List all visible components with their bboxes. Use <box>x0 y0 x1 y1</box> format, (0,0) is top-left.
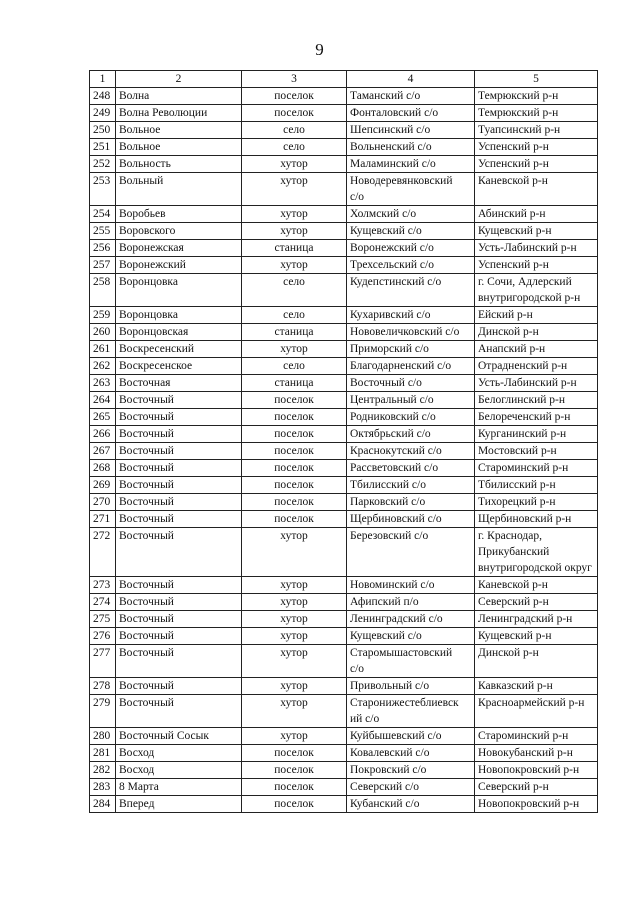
district-name: Динской р-н <box>475 324 598 341</box>
council-name: Привольный с/о <box>347 678 475 695</box>
district-name: Щербиновский р-н <box>475 511 598 528</box>
council-name: Ленинградский с/о <box>347 611 475 628</box>
row-number: 253 <box>90 173 116 206</box>
settlement-name: Восточный <box>116 477 242 494</box>
settlement-type: хутор <box>242 695 347 728</box>
district-name: Ейский р-н <box>475 307 598 324</box>
settlement-name: Восточный <box>116 426 242 443</box>
district-name: Новопокровский р-н <box>475 796 598 813</box>
district-name: Динской р-н <box>475 645 598 678</box>
district-name: Усть-Лабинский р-н <box>475 240 598 257</box>
table-row <box>90 494 598 511</box>
row-number: 272 <box>90 528 116 577</box>
council-name: Старомышастовский с/о <box>347 645 475 678</box>
settlements-table <box>89 70 598 813</box>
settlement-name: Волна Революции <box>116 105 242 122</box>
row-number: 254 <box>90 206 116 223</box>
settlement-name: Воронцовка <box>116 307 242 324</box>
row-number: 283 <box>90 779 116 796</box>
settlement-name: Вольное <box>116 122 242 139</box>
district-name: Северский р-н <box>475 779 598 796</box>
settlement-name: Восточный <box>116 511 242 528</box>
district-name: Отрадненский р-н <box>475 358 598 375</box>
district-name: Кущевский р-н <box>475 628 598 645</box>
settlement-type: хутор <box>242 645 347 678</box>
row-number: 257 <box>90 257 116 274</box>
table-row <box>90 274 598 307</box>
row-number: 277 <box>90 645 116 678</box>
table-row <box>90 695 598 728</box>
table-row <box>90 375 598 392</box>
district-name: Новопокровский р-н <box>475 762 598 779</box>
settlement-type: поселок <box>242 392 347 409</box>
settlement-type: поселок <box>242 443 347 460</box>
council-name: Маламинский с/о <box>347 156 475 173</box>
council-name: Приморский с/о <box>347 341 475 358</box>
council-name: Октябрьский с/о <box>347 426 475 443</box>
table-row <box>90 409 598 426</box>
settlement-name: Восход <box>116 745 242 762</box>
district-name: Белореченский р-н <box>475 409 598 426</box>
row-number: 264 <box>90 392 116 409</box>
settlement-type: поселок <box>242 409 347 426</box>
settlement-name: Воронежский <box>116 257 242 274</box>
table-row <box>90 105 598 122</box>
row-number: 268 <box>90 460 116 477</box>
settlement-name: Воскресенский <box>116 341 242 358</box>
district-name: Тихорецкий р-н <box>475 494 598 511</box>
settlement-type: хутор <box>242 257 347 274</box>
district-name: Тбилисский р-н <box>475 477 598 494</box>
settlement-name: Волна <box>116 88 242 105</box>
council-name: Краснокутский с/о <box>347 443 475 460</box>
district-name: Кавказский р-н <box>475 678 598 695</box>
settlement-name: Воронежская <box>116 240 242 257</box>
table-row <box>90 796 598 813</box>
row-number: 251 <box>90 139 116 156</box>
table-row <box>90 443 598 460</box>
header-row <box>90 71 598 88</box>
settlement-name: Восточный <box>116 392 242 409</box>
district-name: г. Краснодар, Прикубанский внутригородской округ <box>475 528 598 577</box>
settlement-type: поселок <box>242 460 347 477</box>
council-name: Холмский с/о <box>347 206 475 223</box>
row-number: 284 <box>90 796 116 813</box>
council-name: Ковалевский с/о <box>347 745 475 762</box>
district-name: Северский р-н <box>475 594 598 611</box>
council-name: Рассветовский с/о <box>347 460 475 477</box>
settlement-name: Воронцовка <box>116 274 242 307</box>
table-row <box>90 577 598 594</box>
council-name: Щербиновский с/о <box>347 511 475 528</box>
table-row <box>90 88 598 105</box>
settlement-type: поселок <box>242 88 347 105</box>
district-name: Темрюкский р-н <box>475 105 598 122</box>
settlement-type: поселок <box>242 511 347 528</box>
settlement-name: Восточный <box>116 611 242 628</box>
row-number: 265 <box>90 409 116 426</box>
header-col-5: 5 <box>475 71 598 88</box>
row-number: 269 <box>90 477 116 494</box>
council-name: Трехсельский с/о <box>347 257 475 274</box>
table-row <box>90 426 598 443</box>
district-name: Староминский р-н <box>475 728 598 745</box>
settlement-type: поселок <box>242 494 347 511</box>
district-name: Темрюкский р-н <box>475 88 598 105</box>
council-name: Тбилисский с/о <box>347 477 475 494</box>
page-number: 9 <box>315 40 324 59</box>
council-name: Афипский п/о <box>347 594 475 611</box>
table-body <box>90 88 598 813</box>
settlement-type: поселок <box>242 477 347 494</box>
settlement-name: Вольность <box>116 156 242 173</box>
district-name: Белоглинский р-н <box>475 392 598 409</box>
district-name: Красноармейский р-н <box>475 695 598 728</box>
header-col-4: 4 <box>347 71 475 88</box>
row-number: 281 <box>90 745 116 762</box>
settlement-type: поселок <box>242 779 347 796</box>
district-name: Новокубанский р-н <box>475 745 598 762</box>
council-name: Кущевский с/о <box>347 628 475 645</box>
settlement-name: Воскресенское <box>116 358 242 375</box>
table-row <box>90 477 598 494</box>
table-row <box>90 324 598 341</box>
settlement-type: станица <box>242 240 347 257</box>
table-row <box>90 223 598 240</box>
settlement-name: Восточный <box>116 678 242 695</box>
row-number: 252 <box>90 156 116 173</box>
header-col-2: 2 <box>116 71 242 88</box>
council-name: Родниковский с/о <box>347 409 475 426</box>
district-name: Успенский р-н <box>475 257 598 274</box>
settlement-type: хутор <box>242 678 347 695</box>
settlement-name: Воробьев <box>116 206 242 223</box>
table-row <box>90 728 598 745</box>
settlement-name: Воровского <box>116 223 242 240</box>
row-number: 261 <box>90 341 116 358</box>
council-name: Вольненский с/о <box>347 139 475 156</box>
settlement-name: Вперед <box>116 796 242 813</box>
settlement-type: хутор <box>242 611 347 628</box>
district-name: Курганинский р-н <box>475 426 598 443</box>
table-row <box>90 611 598 628</box>
council-name: Кубанский с/о <box>347 796 475 813</box>
table-row <box>90 745 598 762</box>
settlement-type: село <box>242 122 347 139</box>
settlement-type: поселок <box>242 796 347 813</box>
council-name: Кухаривский с/о <box>347 307 475 324</box>
settlement-name: Восточный <box>116 577 242 594</box>
row-number: 280 <box>90 728 116 745</box>
council-name: Центральный с/о <box>347 392 475 409</box>
settlement-type: хутор <box>242 577 347 594</box>
table-row <box>90 392 598 409</box>
row-number: 263 <box>90 375 116 392</box>
row-number: 249 <box>90 105 116 122</box>
settlement-type: хутор <box>242 728 347 745</box>
district-name: Усть-Лабинский р-н <box>475 375 598 392</box>
row-number: 258 <box>90 274 116 307</box>
settlement-name: Восточная <box>116 375 242 392</box>
council-name: Парковский с/о <box>347 494 475 511</box>
council-name: Кудепстинский с/о <box>347 274 475 307</box>
district-name: Анапский р-н <box>475 341 598 358</box>
settlement-type: село <box>242 139 347 156</box>
table-row <box>90 307 598 324</box>
row-number: 273 <box>90 577 116 594</box>
district-name: г. Сочи, Адлерский внутригородской р-н <box>475 274 598 307</box>
settlement-type: хутор <box>242 628 347 645</box>
row-number: 262 <box>90 358 116 375</box>
row-number: 250 <box>90 122 116 139</box>
settlement-name: Восточный <box>116 494 242 511</box>
settlement-name: Вольный <box>116 173 242 206</box>
settlement-type: поселок <box>242 426 347 443</box>
row-number: 278 <box>90 678 116 695</box>
council-name: Новодеревянковский с/о <box>347 173 475 206</box>
settlement-name: Восточный <box>116 528 242 577</box>
settlement-type: хутор <box>242 156 347 173</box>
settlement-type: поселок <box>242 105 347 122</box>
row-number: 274 <box>90 594 116 611</box>
row-number: 276 <box>90 628 116 645</box>
district-name: Каневской р-н <box>475 173 598 206</box>
settlement-name: Восточный <box>116 695 242 728</box>
header-col-1: 1 <box>90 71 116 88</box>
settlement-type: село <box>242 274 347 307</box>
settlement-name: Восточный <box>116 409 242 426</box>
district-name: Кущевский р-н <box>475 223 598 240</box>
table-row <box>90 341 598 358</box>
council-name: Новоминский с/о <box>347 577 475 594</box>
settlement-name: Вольное <box>116 139 242 156</box>
table-row <box>90 628 598 645</box>
council-name: Воронежский с/о <box>347 240 475 257</box>
council-name: Березовский с/о <box>347 528 475 577</box>
table-header <box>90 71 598 88</box>
settlement-type: хутор <box>242 206 347 223</box>
table-row <box>90 257 598 274</box>
table-row <box>90 122 598 139</box>
table-row <box>90 173 598 206</box>
row-number: 279 <box>90 695 116 728</box>
council-name: Фонталовский с/о <box>347 105 475 122</box>
table-row <box>90 762 598 779</box>
council-name: Нововеличковский с/о <box>347 324 475 341</box>
row-number: 270 <box>90 494 116 511</box>
row-number: 259 <box>90 307 116 324</box>
table-row <box>90 528 598 577</box>
row-number: 266 <box>90 426 116 443</box>
district-name: Абинский р-н <box>475 206 598 223</box>
table-row <box>90 206 598 223</box>
council-name: Шепсинский с/о <box>347 122 475 139</box>
council-name: Северский с/о <box>347 779 475 796</box>
row-number: 260 <box>90 324 116 341</box>
row-number: 282 <box>90 762 116 779</box>
council-name: Благодарненский с/о <box>347 358 475 375</box>
table-row <box>90 594 598 611</box>
settlement-type: хутор <box>242 173 347 206</box>
table-row <box>90 678 598 695</box>
settlement-name: Восточный Сосык <box>116 728 242 745</box>
row-number: 256 <box>90 240 116 257</box>
settlement-type: станица <box>242 375 347 392</box>
table-row <box>90 240 598 257</box>
settlement-type: поселок <box>242 762 347 779</box>
header-col-3: 3 <box>242 71 347 88</box>
settlement-name: Восточный <box>116 460 242 477</box>
table-row <box>90 139 598 156</box>
table-row <box>90 156 598 173</box>
district-name: Староминский р-н <box>475 460 598 477</box>
council-name: Восточный с/о <box>347 375 475 392</box>
settlement-type: село <box>242 358 347 375</box>
council-name: Таманский с/о <box>347 88 475 105</box>
district-name: Ленинградский р-н <box>475 611 598 628</box>
settlement-type: поселок <box>242 745 347 762</box>
district-name: Туапсинский р-н <box>475 122 598 139</box>
district-name: Мостовский р-н <box>475 443 598 460</box>
settlement-type: хутор <box>242 341 347 358</box>
settlement-type: хутор <box>242 594 347 611</box>
settlement-type: хутор <box>242 223 347 240</box>
council-name: Кущевский с/о <box>347 223 475 240</box>
settlement-name: Восход <box>116 762 242 779</box>
settlement-name: Воронцовская <box>116 324 242 341</box>
table-row <box>90 645 598 678</box>
settlement-name: Восточный <box>116 645 242 678</box>
settlement-name: Восточный <box>116 443 242 460</box>
table-row <box>90 511 598 528</box>
row-number: 248 <box>90 88 116 105</box>
settlement-name: Восточный <box>116 628 242 645</box>
district-name: Успенский р-н <box>475 139 598 156</box>
settlement-type: село <box>242 307 347 324</box>
district-name: Успенский р-н <box>475 156 598 173</box>
row-number: 271 <box>90 511 116 528</box>
council-name: Старонижестеблиевск ий с/о <box>347 695 475 728</box>
settlement-name: 8 Марта <box>116 779 242 796</box>
council-name: Покровский с/о <box>347 762 475 779</box>
district-name: Каневской р-н <box>475 577 598 594</box>
table-row <box>90 779 598 796</box>
council-name: Куйбышевский с/о <box>347 728 475 745</box>
row-number: 275 <box>90 611 116 628</box>
table-row <box>90 460 598 477</box>
row-number: 255 <box>90 223 116 240</box>
settlement-type: хутор <box>242 528 347 577</box>
settlement-type: станица <box>242 324 347 341</box>
row-number: 267 <box>90 443 116 460</box>
table-row <box>90 358 598 375</box>
settlement-name: Восточный <box>116 594 242 611</box>
